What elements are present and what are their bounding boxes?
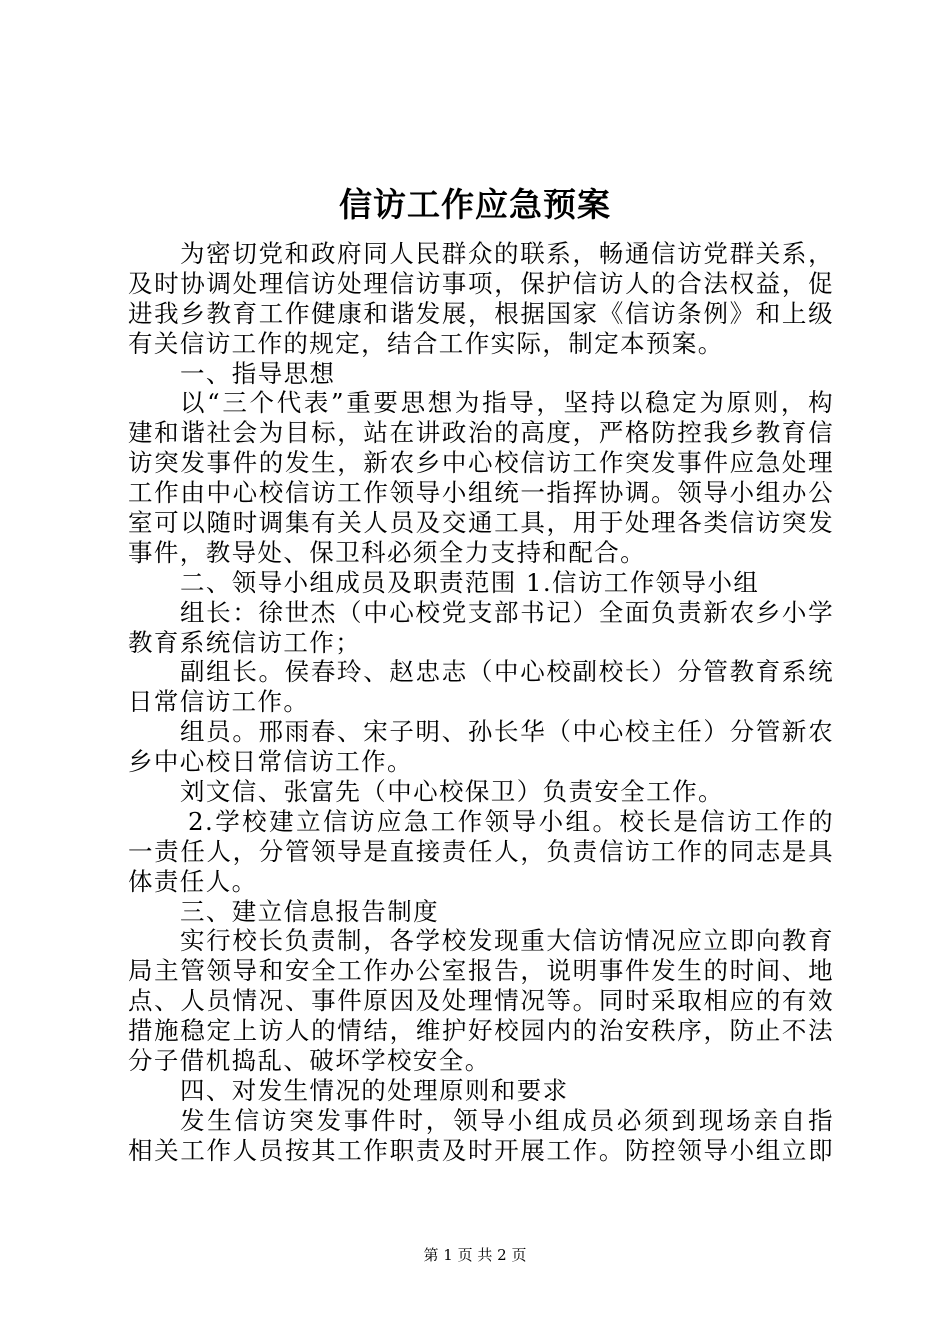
paragraph-line: 乡中心校日常信访工作。	[128, 747, 413, 777]
paragraph-line: 相关工作人员按其工作职责及时开展工作。防控领导小组立即	[128, 1135, 834, 1165]
paragraph-line: 副组长。侯春玲、赵忠志（中心校副校长）分管教育系统	[180, 657, 834, 687]
paragraph-line: 日常信访工作。	[128, 687, 310, 717]
paragraph-line: 一责任人，分管领导是直接责任人，负责信访工作的同志是具	[128, 836, 834, 866]
paragraph-line: 室可以随时调集有关人员及交通工具，用于处理各类信访突发	[128, 508, 834, 538]
paragraph-line: 以“三个代表”重要思想为指导，坚持以稳定为原则，构	[180, 388, 834, 418]
paragraph-line: 事件，教导处、保卫科必须全力支持和配合。	[128, 537, 646, 567]
paragraph-line: 点、人员情况、事件原因及处理情况等。同时采取相应的有效	[128, 986, 834, 1016]
paragraph-line: 体责任人。	[128, 866, 258, 896]
page-footer: 第 1 页 共 2 页	[423, 1246, 527, 1264]
paragraph-line: 实行校长负责制，各学校发现重大信访情况应立即向教育	[180, 926, 834, 956]
section-heading: 一、指导思想	[180, 358, 336, 388]
paragraph-line: 进我乡教育工作健康和谐发展，根据国家《信访条例》和上级	[128, 298, 834, 328]
paragraph-line: 2.学校建立信访应急工作领导小组。校长是信访工作的	[188, 806, 834, 836]
section-heading: 四、对发生情况的处理原则和要求	[180, 1075, 569, 1105]
paragraph-line: 分子借机捣乱、破坏学校安全。	[128, 1046, 491, 1076]
paragraph-line: 建和谐社会为目标，站在讲政治的高度，严格防控我乡教育信	[128, 418, 834, 448]
paragraph-line: 有关信访工作的规定，结合工作实际，制定本预案。	[128, 328, 724, 358]
paragraph-line: 措施稳定上访人的情结，维护好校园内的治安秩序，防止不法	[128, 1016, 834, 1046]
section-heading: 二、领导小组成员及职责范围 1.信访工作领导小组	[180, 567, 760, 597]
paragraph-line: 及时协调处理信访处理信访事项，保护信访人的合法权益，促	[128, 268, 834, 298]
paragraph-line: 组员。邢雨春、宋子明、孙长华（中心校主任）分管新农	[180, 717, 834, 747]
paragraph-line: 局主管领导和安全工作办公室报告，说明事件发生的时间、地	[128, 956, 834, 986]
paragraph-line: 为密切党和政府同人民群众的联系，畅通信访党群关系，	[180, 239, 834, 268]
paragraph-line: 组长：徐世杰（中心校党支部书记）全面负责新农乡小学	[180, 597, 834, 627]
paragraph-line: 工作由中心校信访工作领导小组统一指挥协调。领导小组办公	[128, 478, 834, 508]
paragraph-line: 教育系统信访工作；	[128, 627, 362, 657]
document-body	[128, 239, 834, 1166]
paragraph-line: 发生信访突发事件时，领导小组成员必须到现场亲自指	[180, 1105, 834, 1135]
paragraph-line: 访突发事件的发生，新农乡中心校信访工作突发事件应急处理	[128, 448, 834, 478]
paragraph-line: 刘文信、张富先（中心校保卫）负责安全工作。	[180, 777, 724, 807]
section-heading: 三、建立信息报告制度	[180, 896, 439, 926]
page-title: 信访工作应急预案	[339, 185, 611, 224]
